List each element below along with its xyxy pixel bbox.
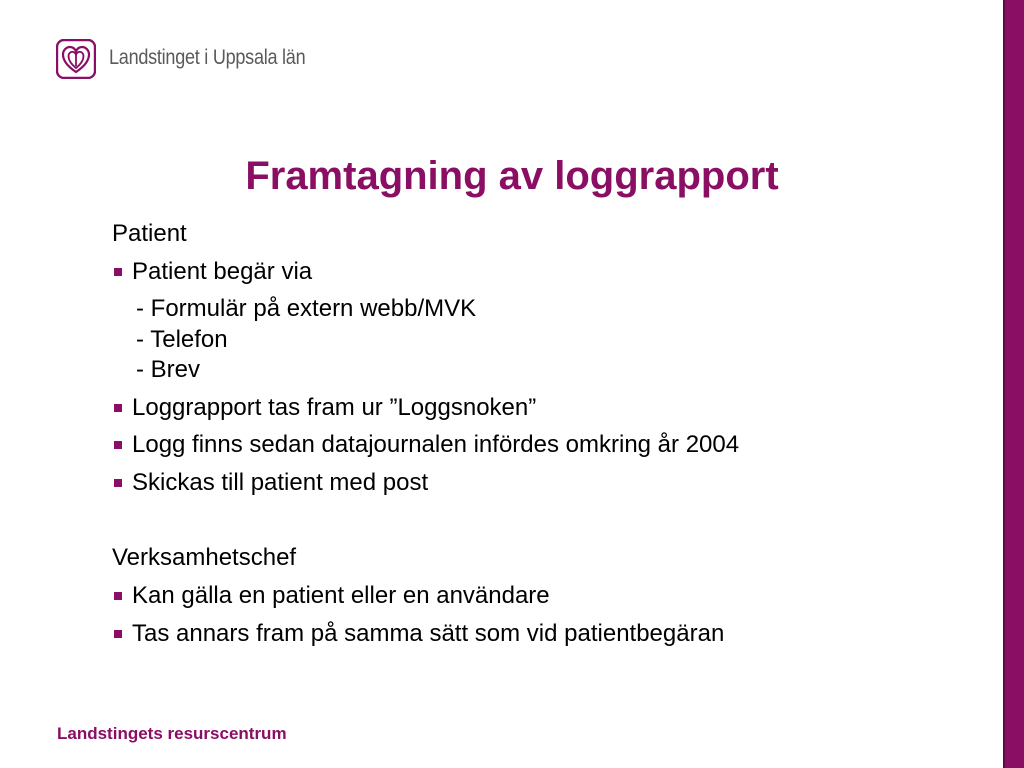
sub-item-phone: - Telefon	[136, 326, 228, 353]
header-logo	[56, 39, 337, 79]
heart-circle-logo-icon	[56, 39, 96, 79]
bullet-patient-request: Patient begär via	[132, 258, 313, 285]
bullet-same-way: Tas annars fram på samma sätt som vid patientbegäran	[132, 620, 725, 647]
square-bullet-icon	[114, 404, 122, 412]
right-accent-bar-edge	[1003, 0, 1005, 768]
square-bullet-icon	[114, 630, 122, 638]
bullet-log-since: Logg finns sedan datajournalen infördes omkring år 2004	[132, 431, 740, 458]
square-bullet-icon	[114, 479, 122, 487]
square-bullet-icon	[114, 268, 122, 276]
bullet-log-report: Loggrapport tas fram ur ”Loggsnoken”	[132, 394, 537, 421]
section-heading-patient: Patient	[112, 220, 187, 247]
bullet-sent-by-post: Skickas till patient med post	[132, 469, 429, 496]
sub-item-form: - Formulär på extern webb/MVK	[136, 295, 477, 322]
slide-title: Framtagning av loggrapport	[245, 154, 779, 198]
sub-item-letter: - Brev	[136, 356, 201, 383]
logo-text: Landstinget i Uppsala län	[109, 46, 306, 69]
square-bullet-icon	[114, 592, 122, 600]
section-heading-manager: Verksamhetschef	[112, 544, 297, 571]
bullet-patient-or-user: Kan gälla en patient eller en användare	[132, 582, 550, 609]
right-accent-bar	[1003, 0, 1024, 768]
footer-text: Landstingets resurscentrum	[57, 724, 287, 743]
square-bullet-icon	[114, 441, 122, 449]
